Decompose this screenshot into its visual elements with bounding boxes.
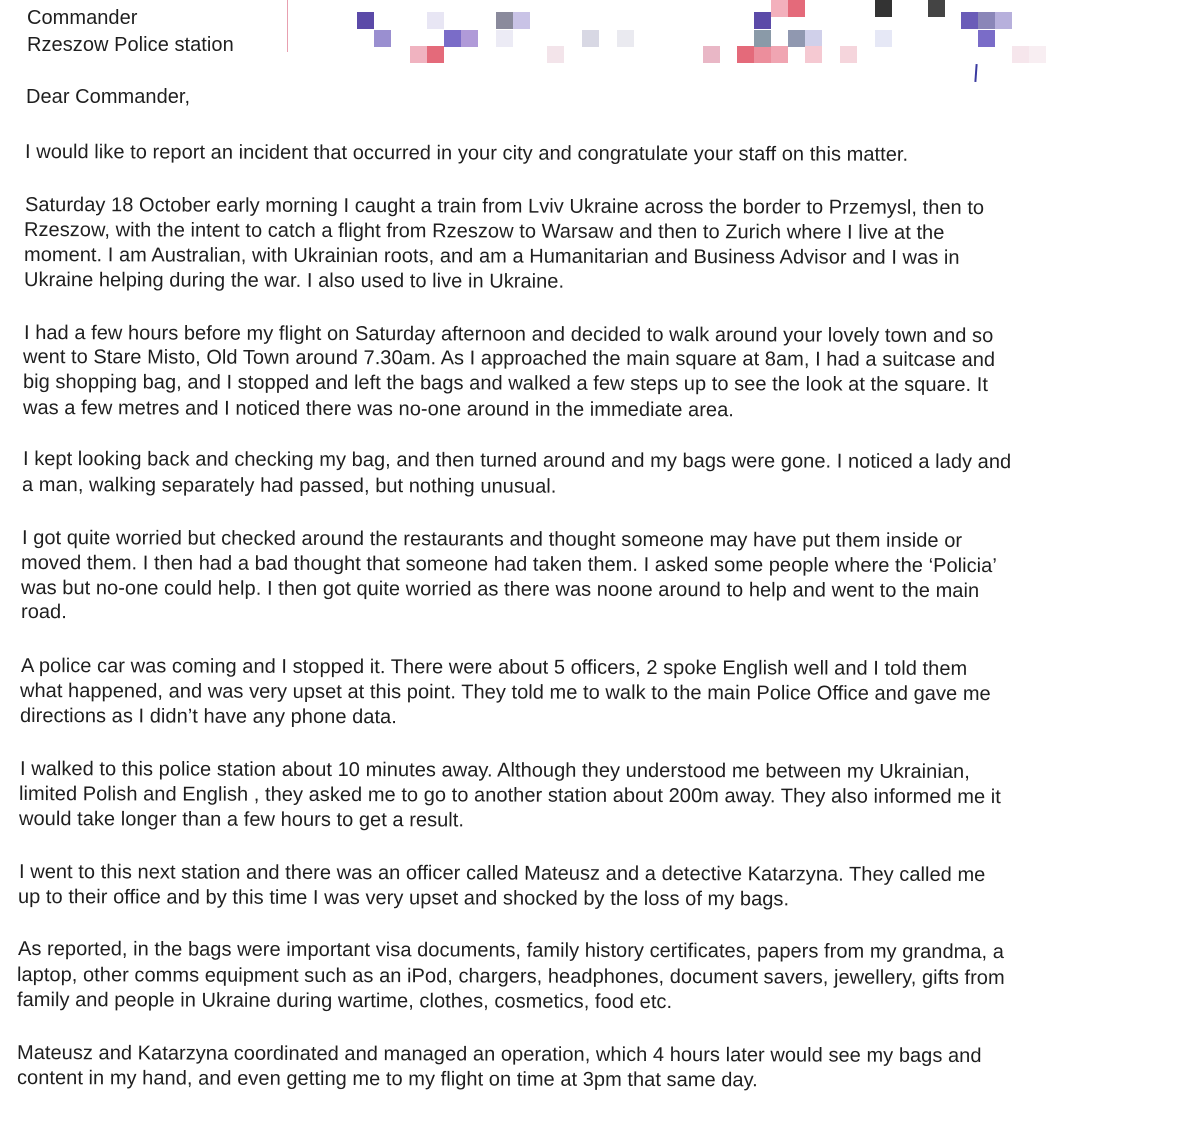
paragraph-line: As reported, in the bags were important visa documents, family history certificates, papers from my grandma, a — [17, 938, 1004, 964]
redaction-pixel — [737, 46, 754, 63]
paragraph-line: up to their office and by this time I was very upset and shocked by the loss of my bags. — [17, 886, 790, 911]
redaction-pixel — [978, 30, 995, 47]
redaction-pixel — [444, 30, 461, 47]
redaction-pixel — [357, 12, 374, 29]
margin-rule — [287, 0, 288, 52]
redaction-pixel — [961, 12, 978, 29]
paragraph-line: family and people in Ukraine during wartime, clothes, cosmetics, food etc. — [16, 989, 673, 1014]
redaction-pixel — [840, 46, 857, 63]
pen-mark — [974, 64, 977, 82]
redaction-pixel — [875, 0, 892, 17]
redaction-pixel — [788, 0, 805, 17]
redaction-pixel — [1012, 46, 1029, 63]
paragraph-line: Rzeszow, with the intent to catch a flight from Rzeszow to Warsaw and then to Zurich where I live at the — [23, 219, 945, 244]
paragraph-line: Ukraine helping during the war. I also used to live in Ukraine. — [23, 269, 565, 293]
redaction-pixel — [374, 30, 391, 47]
redaction-pixel — [496, 12, 513, 29]
redaction-pixel — [788, 30, 805, 47]
redaction-pixel — [617, 30, 634, 47]
paragraph-line: was a few metres and I noticed there was no-one around in the immediate area. — [22, 397, 734, 422]
recipient-station: Rzeszow Police station — [27, 34, 234, 56]
redaction-pixel — [978, 12, 995, 29]
redaction-pixel — [805, 30, 822, 47]
paragraph-line: road. — [20, 601, 67, 624]
redaction-pixel — [805, 46, 822, 63]
paragraph-line: would take longer than a few hours to get a result. — [18, 808, 465, 832]
paragraph-line: I got quite worried but checked around the restaurants and thought someone may have put them inside or — [21, 527, 963, 552]
redaction-pixel — [771, 46, 788, 63]
redaction-pixel — [547, 46, 564, 63]
redaction-pixel — [461, 30, 478, 47]
paragraph-line: I kept looking back and checking my bag, and then turned around and my bags were gone. I noticed a lady and — [22, 448, 1012, 474]
redaction-pixel — [875, 30, 892, 47]
paragraph-line: big shopping bag, and I stopped and left the bags and walked a few steps up to see the look at the square. It — [22, 371, 989, 397]
redaction-pixel — [754, 12, 771, 29]
paragraph-line: what happened, and was very upset at this point. They told me to walk to the main Police Office and gave me — [19, 680, 991, 706]
redaction-pixel — [410, 46, 427, 63]
paragraph-line: limited Polish and English , they asked me to go to another station about 200m away. They also informed me it — [18, 783, 1001, 809]
paragraph-line: Mateusz and Katarzyna coordinated and managed an operation, which 4 hours later would see my bags and — [16, 1042, 982, 1068]
paragraph-line: laptop, other comms equipment such as an iPod, chargers, headphones, document savers, jewellery, gifts from — [16, 964, 1005, 990]
paragraph-line: I walked to this police station about 10 minutes away. Although they understood me between my Ukrainian, — [19, 758, 970, 783]
redaction-pixel — [513, 12, 530, 29]
paragraph-line: a man, walking separately had passed, but nothing unusual. — [21, 474, 557, 498]
redaction-pixel — [928, 0, 945, 17]
paragraph-line: content in my hand, and even getting me to my flight on time at 3pm that same day. — [16, 1067, 758, 1092]
redaction-pixel — [995, 12, 1012, 29]
redaction-pixel — [1029, 46, 1046, 63]
redaction-pixel — [703, 46, 720, 63]
redaction-pixel — [754, 46, 771, 63]
redaction-pixel — [427, 46, 444, 63]
paragraph-line: was but no-one could help. I then got quite worried as there was noone around to help and went to the main — [20, 577, 980, 603]
paragraph-line: moved them. I then had a bad thought that someone had taken them. I asked some people where the ‘Policia’ — [20, 552, 997, 578]
paragraph-line: I would like to report an incident that occurred in your city and congratulate your staff on this matter. — [24, 141, 909, 166]
redaction-pixel — [771, 0, 788, 17]
paragraph-line: A police car was coming and I stopped it. There were about 5 officers, 2 spoke English well and I told them — [20, 655, 968, 680]
recipient-title: Commander — [27, 7, 138, 29]
paragraph-line: moment. I am Australian, with Ukrainian roots, and am a Humanitarian and Business Advisor and I was in — [23, 244, 960, 269]
redaction-pixel — [427, 12, 444, 29]
salutation: Dear Commander, — [26, 86, 191, 108]
paragraph-line: I had a few hours before my flight on Saturday afternoon and decided to walk around your lovely town and so — [23, 322, 994, 348]
paragraph-line: directions as I didn’t have any phone data. — [19, 705, 397, 729]
paragraph-line: Saturday 18 October early morning I caught a train from Lviv Ukraine across the border to Przemysl, then to — [24, 194, 985, 220]
redaction-pixel — [582, 30, 599, 47]
paragraph-line: went to Stare Misto, Old Town around 7.30am. As I approached the main square at 8am, I had a suitcase and — [22, 346, 996, 372]
redaction-pixel — [496, 30, 513, 47]
paragraph-line: I went to this next station and there was an officer called Mateusz and a detective Katarzyna. They called me — [18, 861, 986, 887]
redaction-pixel — [754, 30, 771, 47]
